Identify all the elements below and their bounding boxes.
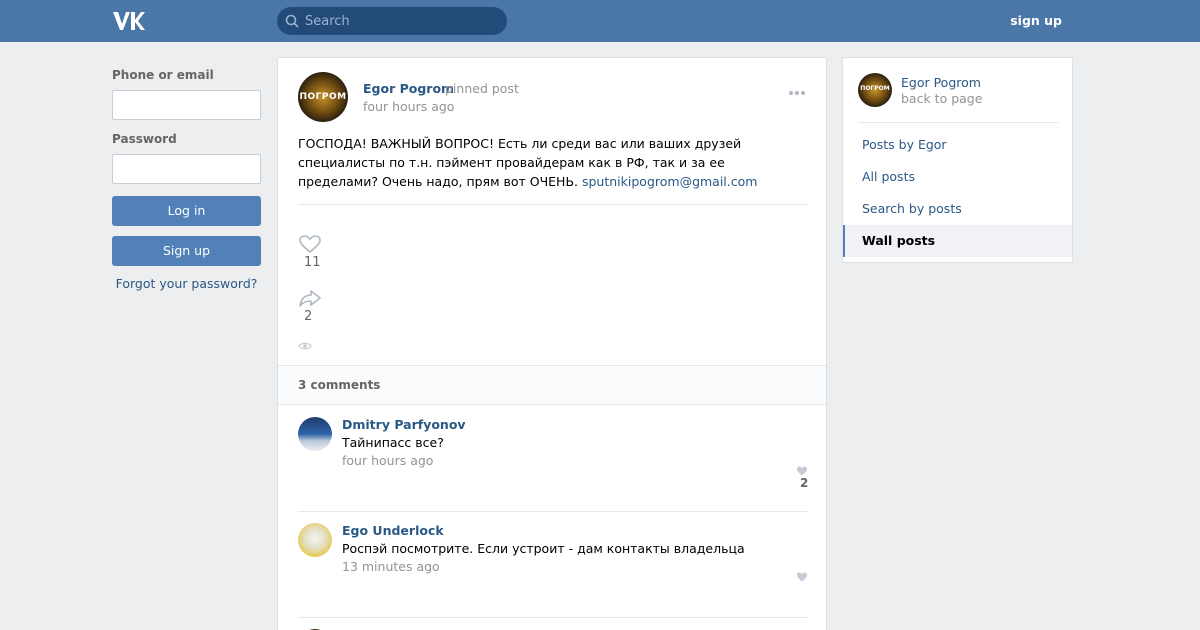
search-icon	[285, 14, 299, 28]
vk-logo-icon[interactable]	[112, 10, 146, 32]
search-input[interactable]	[305, 7, 501, 35]
post-author-link[interactable]: Egor Pogrom	[363, 81, 455, 96]
comment-text: Тайнипасс все?	[342, 435, 444, 450]
phone-email-field[interactable]	[112, 90, 261, 120]
like-count: 11	[304, 255, 321, 270]
nav-search-by-posts[interactable]: Search by posts	[862, 201, 962, 216]
eye-icon	[298, 341, 312, 351]
comment-heart-icon[interactable]	[796, 571, 808, 582]
more-options-icon[interactable]	[789, 84, 809, 92]
search-box[interactable]	[277, 7, 507, 35]
page-name-link[interactable]: Egor Pogrom	[901, 75, 981, 90]
commenter-avatar[interactable]	[298, 417, 332, 451]
comment-time[interactable]: 13 minutes ago	[342, 559, 440, 574]
phone-label: Phone or email	[112, 68, 214, 82]
wall-post	[277, 57, 827, 630]
divider	[858, 122, 1058, 123]
comment-item	[278, 618, 826, 630]
heart-icon[interactable]	[298, 234, 322, 254]
post-body: ГОСПОДА! ВАЖНЫЙ ВОПРОС! Есть ли среди вас или ваших друзей специалисты по т.н. пэймент провайдерам как в РФ, так и за ее пределами? Очень надо, прям вот ОЧЕНЬ.	[298, 136, 742, 189]
pinned-label: pinned post	[445, 81, 519, 96]
avatar-text: ПОГРОМ	[299, 92, 347, 102]
comment-heart-icon[interactable]	[796, 465, 808, 476]
post-text	[298, 134, 808, 191]
forgot-password-link[interactable]: Forgot your password?	[115, 276, 258, 291]
divider	[298, 204, 808, 205]
comments-count: 3 comments	[298, 378, 381, 392]
share-icon[interactable]	[298, 288, 322, 308]
comment-item	[278, 512, 826, 618]
share-count: 2	[304, 309, 313, 324]
nav-wall-posts[interactable]: Wall posts	[843, 225, 1072, 257]
post-time[interactable]: four hours ago	[363, 99, 455, 114]
commenter-name[interactable]: Ego Underlock	[342, 523, 444, 538]
commenter-name[interactable]: Dmitry Parfyonov	[342, 417, 466, 432]
password-field[interactable]	[112, 154, 261, 184]
nav-posts-by-egor[interactable]: Posts by Egor	[862, 137, 947, 152]
commenter-avatar[interactable]	[298, 523, 332, 557]
back-to-page-link[interactable]: back to page	[901, 91, 983, 106]
comment-like-count: 2	[800, 476, 809, 490]
comment-text: Роспэй посмотрите. Если устроит - дам контакты владельца	[342, 541, 745, 556]
author-avatar[interactable]	[298, 72, 348, 122]
comment-item	[278, 406, 826, 512]
header-signup-link[interactable]: sign up	[1010, 13, 1062, 28]
page-avatar[interactable]	[858, 73, 892, 107]
comment-time[interactable]: four hours ago	[342, 453, 434, 468]
nav-all-posts[interactable]: All posts	[862, 169, 915, 184]
avatar-text: ПОГРОМ	[860, 85, 890, 92]
comments-header	[278, 365, 826, 405]
email-link[interactable]: sputnikipogrom@gmail.com	[581, 174, 758, 189]
login-panel	[112, 68, 261, 291]
password-label: Password	[112, 132, 177, 146]
top-bar	[0, 0, 1200, 42]
login-button[interactable]: Log in	[112, 196, 261, 226]
right-nav-panel	[842, 57, 1073, 263]
signup-button[interactable]: Sign up	[112, 236, 261, 266]
